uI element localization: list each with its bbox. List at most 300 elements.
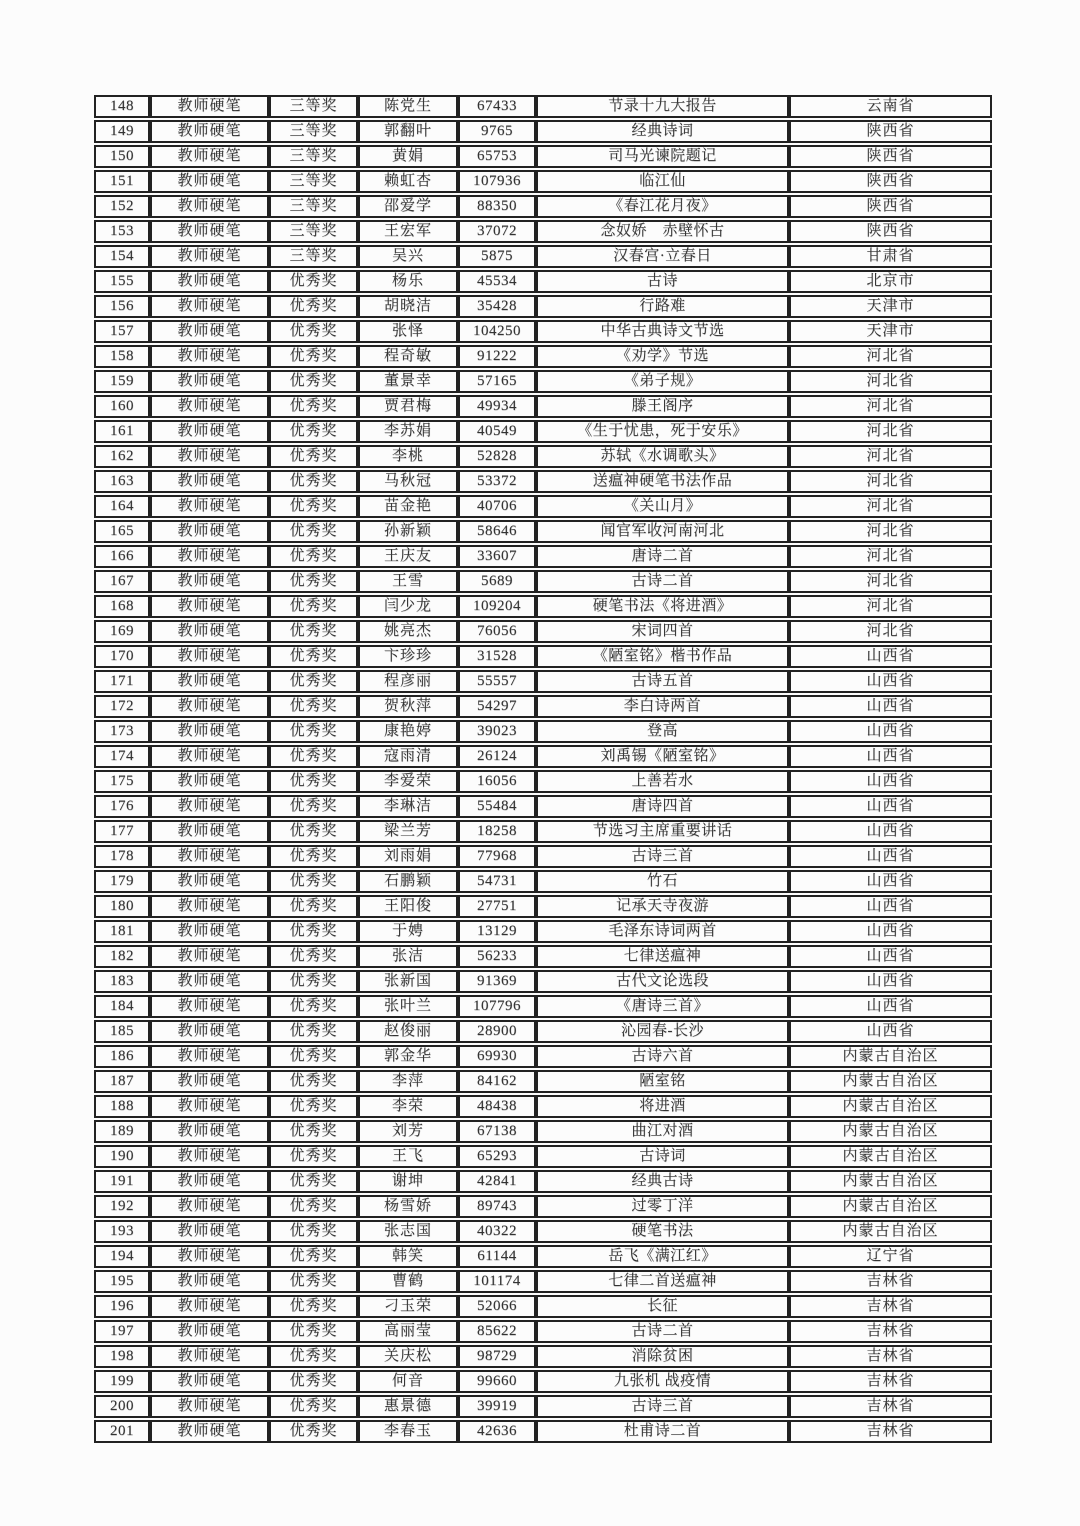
cell-name: 康艳婷 (358, 720, 458, 743)
table-row (94, 1370, 992, 1393)
cell-entry-id: 5689 (458, 570, 536, 593)
cell-category: 教师硬笔 (150, 295, 269, 318)
cell-award-level: 优秀奖 (269, 1145, 358, 1168)
cell-province: 辽宁省 (789, 1245, 992, 1268)
cell-work-title: 《弟子规》 (536, 370, 789, 393)
cell-row-number: 179 (94, 870, 150, 893)
cell-row-number: 170 (94, 645, 150, 668)
table-row (94, 1120, 992, 1143)
cell-province: 吉林省 (789, 1270, 992, 1293)
cell-name: 刁玉荣 (358, 1295, 458, 1318)
table-row (94, 1170, 992, 1193)
cell-name: 李春玉 (358, 1420, 458, 1443)
table-row (94, 195, 992, 218)
cell-work-title: 古诗二首 (536, 570, 789, 593)
cell-name: 王雪 (358, 570, 458, 593)
cell-work-title: 《关山月》 (536, 495, 789, 518)
cell-category: 教师硬笔 (150, 1145, 269, 1168)
cell-category: 教师硬笔 (150, 895, 269, 918)
cell-work-title: 硬笔书法《将进酒》 (536, 595, 789, 618)
cell-award-level: 优秀奖 (269, 1170, 358, 1193)
cell-province: 陕西省 (789, 170, 992, 193)
cell-entry-id: 61144 (458, 1245, 536, 1268)
cell-category: 教师硬笔 (150, 1045, 269, 1068)
cell-award-level: 优秀奖 (269, 370, 358, 393)
cell-category: 教师硬笔 (150, 1420, 269, 1443)
cell-row-number: 166 (94, 545, 150, 568)
cell-name: 寇雨清 (358, 745, 458, 768)
cell-category: 教师硬笔 (150, 1270, 269, 1293)
cell-row-number: 176 (94, 795, 150, 818)
cell-row-number: 173 (94, 720, 150, 743)
cell-award-level: 优秀奖 (269, 295, 358, 318)
table-row (94, 820, 992, 843)
cell-category: 教师硬笔 (150, 1295, 269, 1318)
cell-row-number: 181 (94, 920, 150, 943)
cell-award-level: 优秀奖 (269, 1045, 358, 1068)
cell-row-number: 149 (94, 120, 150, 143)
cell-work-title: 陋室铭 (536, 1070, 789, 1093)
cell-award-level: 优秀奖 (269, 1420, 358, 1443)
cell-name: 李萍 (358, 1070, 458, 1093)
cell-province: 河北省 (789, 395, 992, 418)
cell-category: 教师硬笔 (150, 95, 269, 118)
cell-province: 河北省 (789, 420, 992, 443)
cell-province: 云南省 (789, 95, 992, 118)
cell-work-title: 节录十九大报告 (536, 95, 789, 118)
cell-award-level: 优秀奖 (269, 470, 358, 493)
table-row (94, 745, 992, 768)
table-row (94, 1020, 992, 1043)
cell-entry-id: 40322 (458, 1220, 536, 1243)
cell-name: 王阳俊 (358, 895, 458, 918)
cell-province: 山西省 (789, 720, 992, 743)
cell-work-title: 硬笔书法 (536, 1220, 789, 1243)
cell-award-level: 三等奖 (269, 245, 358, 268)
cell-province: 山西省 (789, 770, 992, 793)
cell-row-number: 194 (94, 1245, 150, 1268)
cell-category: 教师硬笔 (150, 420, 269, 443)
cell-entry-id: 5875 (458, 245, 536, 268)
cell-category: 教师硬笔 (150, 820, 269, 843)
table-row (94, 245, 992, 268)
cell-award-level: 三等奖 (269, 120, 358, 143)
cell-work-title: 曲江对酒 (536, 1120, 789, 1143)
cell-category: 教师硬笔 (150, 1020, 269, 1043)
cell-name: 张叶兰 (358, 995, 458, 1018)
cell-category: 教师硬笔 (150, 195, 269, 218)
table-row (94, 720, 992, 743)
table-row (94, 545, 992, 568)
cell-award-level: 优秀奖 (269, 820, 358, 843)
cell-row-number: 190 (94, 1145, 150, 1168)
table-row (94, 420, 992, 443)
cell-award-level: 优秀奖 (269, 870, 358, 893)
table-row (94, 945, 992, 968)
cell-row-number: 195 (94, 1270, 150, 1293)
cell-category: 教师硬笔 (150, 1395, 269, 1418)
cell-entry-id: 31528 (458, 645, 536, 668)
cell-entry-id: 33607 (458, 545, 536, 568)
table-row (94, 1420, 992, 1443)
cell-work-title: 宋词四首 (536, 620, 789, 643)
cell-work-title: 古诗六首 (536, 1045, 789, 1068)
table-row (94, 970, 992, 993)
cell-award-level: 优秀奖 (269, 395, 358, 418)
table-row (94, 95, 992, 118)
cell-work-title: 滕王阁序 (536, 395, 789, 418)
cell-work-title: 七律二首送瘟神 (536, 1270, 789, 1293)
cell-entry-id: 35428 (458, 295, 536, 318)
cell-name: 赖虹杏 (358, 170, 458, 193)
cell-name: 王庆友 (358, 545, 458, 568)
cell-province: 山西省 (789, 795, 992, 818)
table-row (94, 995, 992, 1018)
table-row (94, 1145, 992, 1168)
cell-row-number: 163 (94, 470, 150, 493)
cell-row-number: 162 (94, 445, 150, 468)
cell-category: 教师硬笔 (150, 520, 269, 543)
table-row (94, 470, 992, 493)
cell-row-number: 188 (94, 1095, 150, 1118)
cell-row-number: 169 (94, 620, 150, 643)
cell-work-title: 《春江花月夜》 (536, 195, 789, 218)
cell-award-level: 优秀奖 (269, 1095, 358, 1118)
cell-entry-id: 16056 (458, 770, 536, 793)
table-row (94, 270, 992, 293)
cell-category: 教师硬笔 (150, 395, 269, 418)
cell-award-level: 优秀奖 (269, 970, 358, 993)
cell-province: 吉林省 (789, 1345, 992, 1368)
table-row (94, 845, 992, 868)
cell-province: 山西省 (789, 870, 992, 893)
cell-row-number: 152 (94, 195, 150, 218)
cell-category: 教师硬笔 (150, 1095, 269, 1118)
cell-name: 于娉 (358, 920, 458, 943)
cell-award-level: 优秀奖 (269, 495, 358, 518)
cell-work-title: 李白诗两首 (536, 695, 789, 718)
cell-entry-id: 76056 (458, 620, 536, 643)
table-row (94, 1045, 992, 1068)
cell-award-level: 优秀奖 (269, 1245, 358, 1268)
cell-award-level: 优秀奖 (269, 1220, 358, 1243)
cell-entry-id: 55557 (458, 670, 536, 693)
cell-award-level: 优秀奖 (269, 270, 358, 293)
cell-row-number: 191 (94, 1170, 150, 1193)
cell-award-level: 优秀奖 (269, 845, 358, 868)
table-row (94, 395, 992, 418)
cell-category: 教师硬笔 (150, 1320, 269, 1343)
cell-province: 陕西省 (789, 145, 992, 168)
table-row (94, 495, 992, 518)
cell-name: 董景幸 (358, 370, 458, 393)
cell-award-level: 优秀奖 (269, 520, 358, 543)
cell-category: 教师硬笔 (150, 270, 269, 293)
cell-work-title: 唐诗四首 (536, 795, 789, 818)
cell-name: 李荣 (358, 1095, 458, 1118)
cell-entry-id: 40549 (458, 420, 536, 443)
cell-entry-id: 84162 (458, 1070, 536, 1093)
cell-row-number: 154 (94, 245, 150, 268)
table-row (94, 320, 992, 343)
cell-name: 郭翻叶 (358, 120, 458, 143)
cell-award-level: 优秀奖 (269, 1345, 358, 1368)
cell-entry-id: 107936 (458, 170, 536, 193)
cell-row-number: 160 (94, 395, 150, 418)
table-row (94, 1070, 992, 1093)
cell-award-level: 优秀奖 (269, 670, 358, 693)
cell-work-title: 岳飞《满江红》 (536, 1245, 789, 1268)
cell-province: 吉林省 (789, 1320, 992, 1343)
cell-row-number: 185 (94, 1020, 150, 1043)
cell-award-level: 优秀奖 (269, 595, 358, 618)
cell-row-number: 151 (94, 170, 150, 193)
cell-name: 赵俊丽 (358, 1020, 458, 1043)
cell-award-level: 优秀奖 (269, 895, 358, 918)
cell-province: 山西省 (789, 820, 992, 843)
cell-entry-id: 27751 (458, 895, 536, 918)
cell-province: 山西省 (789, 845, 992, 868)
table-row (94, 695, 992, 718)
table-row (94, 620, 992, 643)
cell-row-number: 193 (94, 1220, 150, 1243)
cell-entry-id: 42636 (458, 1420, 536, 1443)
cell-work-title: 古诗五首 (536, 670, 789, 693)
cell-category: 教师硬笔 (150, 320, 269, 343)
cell-row-number: 189 (94, 1120, 150, 1143)
cell-province: 河北省 (789, 520, 992, 543)
cell-work-title: 节选习主席重要讲话 (536, 820, 789, 843)
table-row (94, 1220, 992, 1243)
cell-award-level: 优秀奖 (269, 745, 358, 768)
table-row (94, 1095, 992, 1118)
cell-row-number: 186 (94, 1045, 150, 1068)
cell-award-level: 优秀奖 (269, 1370, 358, 1393)
table-row (94, 170, 992, 193)
cell-name: 韩笑 (358, 1245, 458, 1268)
table-row (94, 345, 992, 368)
cell-category: 教师硬笔 (150, 120, 269, 143)
cell-category: 教师硬笔 (150, 345, 269, 368)
cell-province: 山西省 (789, 695, 992, 718)
cell-entry-id: 58646 (458, 520, 536, 543)
cell-province: 山西省 (789, 645, 992, 668)
cell-entry-id: 65753 (458, 145, 536, 168)
cell-name: 卞珍珍 (358, 645, 458, 668)
cell-row-number: 180 (94, 895, 150, 918)
cell-name: 杨乐 (358, 270, 458, 293)
cell-province: 河北省 (789, 370, 992, 393)
cell-province: 内蒙古自治区 (789, 1170, 992, 1193)
cell-row-number: 174 (94, 745, 150, 768)
cell-province: 吉林省 (789, 1295, 992, 1318)
cell-award-level: 优秀奖 (269, 720, 358, 743)
cell-entry-id: 67433 (458, 95, 536, 118)
cell-row-number: 157 (94, 320, 150, 343)
cell-row-number: 198 (94, 1345, 150, 1368)
cell-province: 内蒙古自治区 (789, 1095, 992, 1118)
cell-name: 王飞 (358, 1145, 458, 1168)
cell-entry-id: 39919 (458, 1395, 536, 1418)
cell-award-level: 三等奖 (269, 195, 358, 218)
cell-award-level: 优秀奖 (269, 920, 358, 943)
cell-work-title: 中华古典诗文节选 (536, 320, 789, 343)
cell-row-number: 156 (94, 295, 150, 318)
cell-award-level: 优秀奖 (269, 1395, 358, 1418)
cell-entry-id: 98729 (458, 1345, 536, 1368)
cell-work-title: 九张机 战疫情 (536, 1370, 789, 1393)
cell-category: 教师硬笔 (150, 1120, 269, 1143)
cell-province: 山西省 (789, 920, 992, 943)
cell-entry-id: 42841 (458, 1170, 536, 1193)
cell-name: 胡晓洁 (358, 295, 458, 318)
cell-category: 教师硬笔 (150, 570, 269, 593)
cell-award-level: 优秀奖 (269, 1020, 358, 1043)
cell-name: 李桃 (358, 445, 458, 468)
table-row (94, 295, 992, 318)
cell-name: 苗金艳 (358, 495, 458, 518)
cell-entry-id: 54297 (458, 695, 536, 718)
cell-award-level: 优秀奖 (269, 995, 358, 1018)
cell-row-number: 201 (94, 1420, 150, 1443)
cell-entry-id: 13129 (458, 920, 536, 943)
cell-entry-id: 53372 (458, 470, 536, 493)
cell-work-title: 《唐诗三首》 (536, 995, 789, 1018)
cell-entry-id: 40706 (458, 495, 536, 518)
cell-row-number: 184 (94, 995, 150, 1018)
cell-category: 教师硬笔 (150, 870, 269, 893)
cell-province: 甘肃省 (789, 245, 992, 268)
cell-work-title: 唐诗二首 (536, 545, 789, 568)
cell-award-level: 优秀奖 (269, 1120, 358, 1143)
cell-category: 教师硬笔 (150, 1370, 269, 1393)
cell-category: 教师硬笔 (150, 720, 269, 743)
cell-work-title: 司马光谏院题记 (536, 145, 789, 168)
cell-award-level: 优秀奖 (269, 645, 358, 668)
cell-name: 贾君梅 (358, 395, 458, 418)
cell-award-level: 三等奖 (269, 95, 358, 118)
cell-entry-id: 18258 (458, 820, 536, 843)
cell-province: 内蒙古自治区 (789, 1195, 992, 1218)
cell-row-number: 164 (94, 495, 150, 518)
cell-entry-id: 89743 (458, 1195, 536, 1218)
cell-category: 教师硬笔 (150, 695, 269, 718)
cell-entry-id: 77968 (458, 845, 536, 868)
cell-work-title: 《陋室铭》楷书作品 (536, 645, 789, 668)
cell-name: 梁兰芳 (358, 820, 458, 843)
cell-category: 教师硬笔 (150, 795, 269, 818)
cell-work-title: 古诗词 (536, 1145, 789, 1168)
cell-work-title: 竹石 (536, 870, 789, 893)
table-row (94, 645, 992, 668)
cell-work-title: 刘禹锡《陋室铭》 (536, 745, 789, 768)
cell-name: 郭金华 (358, 1045, 458, 1068)
cell-category: 教师硬笔 (150, 945, 269, 968)
cell-row-number: 175 (94, 770, 150, 793)
cell-row-number: 165 (94, 520, 150, 543)
cell-province: 河北省 (789, 470, 992, 493)
cell-work-title: 消除贫困 (536, 1345, 789, 1368)
cell-work-title: 古代文论选段 (536, 970, 789, 993)
cell-award-level: 三等奖 (269, 220, 358, 243)
cell-province: 河北省 (789, 345, 992, 368)
cell-province: 北京市 (789, 270, 992, 293)
cell-row-number: 168 (94, 595, 150, 618)
cell-province: 陕西省 (789, 120, 992, 143)
cell-province: 吉林省 (789, 1370, 992, 1393)
table-row (94, 1295, 992, 1318)
table-row (94, 1345, 992, 1368)
cell-name: 张志国 (358, 1220, 458, 1243)
cell-name: 石鹏颖 (358, 870, 458, 893)
cell-work-title: 过零丁洋 (536, 1195, 789, 1218)
cell-entry-id: 109204 (458, 595, 536, 618)
cell-work-title: 闻官军收河南河北 (536, 520, 789, 543)
award-results-table (94, 93, 992, 1445)
cell-work-title: 《劝学》节选 (536, 345, 789, 368)
cell-name: 张新国 (358, 970, 458, 993)
cell-entry-id: 101174 (458, 1270, 536, 1293)
cell-entry-id: 69930 (458, 1045, 536, 1068)
cell-category: 教师硬笔 (150, 920, 269, 943)
cell-name: 吴兴 (358, 245, 458, 268)
cell-entry-id: 52066 (458, 1295, 536, 1318)
cell-work-title: 记承天寺夜游 (536, 895, 789, 918)
cell-work-title: 上善若水 (536, 770, 789, 793)
cell-row-number: 183 (94, 970, 150, 993)
cell-province: 内蒙古自治区 (789, 1145, 992, 1168)
cell-entry-id: 26124 (458, 745, 536, 768)
cell-entry-id: 28900 (458, 1020, 536, 1043)
cell-province: 河北省 (789, 595, 992, 618)
cell-category: 教师硬笔 (150, 770, 269, 793)
cell-province: 河北省 (789, 570, 992, 593)
cell-province: 内蒙古自治区 (789, 1045, 992, 1068)
cell-work-title: 念奴娇 赤壁怀古 (536, 220, 789, 243)
cell-work-title: 沁园春-长沙 (536, 1020, 789, 1043)
table-row (94, 370, 992, 393)
cell-province: 山西省 (789, 670, 992, 693)
cell-work-title: 将进酒 (536, 1095, 789, 1118)
cell-province: 内蒙古自治区 (789, 1220, 992, 1243)
cell-award-level: 优秀奖 (269, 345, 358, 368)
cell-award-level: 优秀奖 (269, 1320, 358, 1343)
cell-award-level: 优秀奖 (269, 570, 358, 593)
cell-category: 教师硬笔 (150, 745, 269, 768)
cell-work-title: 长征 (536, 1295, 789, 1318)
cell-name: 邵爱学 (358, 195, 458, 218)
cell-entry-id: 91369 (458, 970, 536, 993)
cell-row-number: 192 (94, 1195, 150, 1218)
cell-category: 教师硬笔 (150, 620, 269, 643)
cell-province: 山西省 (789, 1020, 992, 1043)
cell-province: 河北省 (789, 445, 992, 468)
cell-name: 黄娟 (358, 145, 458, 168)
cell-category: 教师硬笔 (150, 495, 269, 518)
cell-entry-id: 56233 (458, 945, 536, 968)
cell-province: 河北省 (789, 620, 992, 643)
cell-name: 曹鹤 (358, 1270, 458, 1293)
cell-name: 马秋冠 (358, 470, 458, 493)
cell-category: 教师硬笔 (150, 145, 269, 168)
cell-province: 内蒙古自治区 (789, 1070, 992, 1093)
cell-province: 山西省 (789, 970, 992, 993)
cell-work-title: 杜甫诗二首 (536, 1420, 789, 1443)
cell-entry-id: 45534 (458, 270, 536, 293)
cell-province: 天津市 (789, 320, 992, 343)
table-row (94, 145, 992, 168)
cell-province: 山西省 (789, 895, 992, 918)
